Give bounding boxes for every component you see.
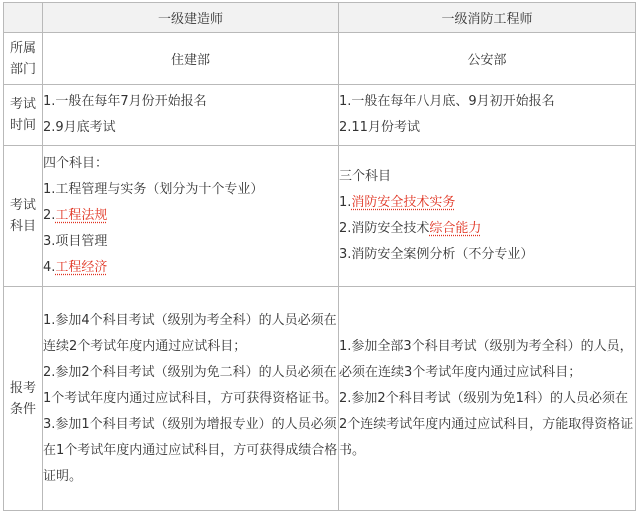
exam-time-col2 xyxy=(339,85,636,146)
header-col1: 一级建造师 xyxy=(43,3,339,33)
subjects-col1-title: 四个科目： xyxy=(43,156,109,171)
exam-time-col1 xyxy=(43,85,339,146)
conditions-label: 报考条件 xyxy=(4,287,43,511)
condition-paragraph: 2.参加2个科目考试（级别为免1科）的人员必须在2个连续考试年度内通过应试科目，方能取得资格证书。 xyxy=(339,390,634,458)
subject-link[interactable]: 消防安全技术实务 xyxy=(351,195,456,210)
subject-item xyxy=(43,255,338,281)
subject-item xyxy=(43,203,338,229)
header-col2: 一级消防工程师 xyxy=(339,3,636,33)
subjects-row xyxy=(4,146,636,287)
subject-item xyxy=(339,216,635,242)
exam-time-label: 考试时间 xyxy=(4,85,43,146)
subject-item xyxy=(339,190,635,216)
subject-item-text: 2. xyxy=(43,208,56,223)
subject-item xyxy=(43,177,338,203)
header-row xyxy=(4,3,636,33)
header-corner-cell xyxy=(4,3,43,33)
subject-item-text: 3.消防安全案例分析（不分专业） xyxy=(339,247,534,262)
subject-item xyxy=(43,229,338,255)
department-col2: 公安部 xyxy=(339,33,636,85)
subjects-col2 xyxy=(339,146,636,287)
subject-item-text: 1.工程管理与实务（划分为十个专业） xyxy=(43,182,264,197)
condition-paragraph: 1.参加全部3个科目考试（级别为考全科）的人员，必须在连续3个考试年度内通过应试科目； xyxy=(339,338,633,380)
department-row xyxy=(4,33,636,85)
subject-item-text: 3.项目管理 xyxy=(43,234,108,249)
comparison-table xyxy=(3,2,636,511)
condition-paragraph: 3.参加1个科目考试（级别为增报专业）的人员必须在1个考试年度内通过应试科目，方可获得成绩合格证明。 xyxy=(43,416,338,484)
subjects-label: 考试科目 xyxy=(4,146,43,287)
exam-time-col2-line: 2.11月份考试 xyxy=(339,120,420,135)
subject-link[interactable]: 工程经济 xyxy=(55,260,108,275)
subject-item-text: 1. xyxy=(339,195,352,210)
conditions-col2 xyxy=(339,287,636,511)
condition-paragraph: 2.参加2个科目考试（级别为免二科）的人员必须在1个考试年度内通过应试科目，方可获得资格证书。 xyxy=(43,364,338,406)
subjects-col1 xyxy=(43,146,339,287)
condition-paragraph: 1.参加4个科目考试（级别为考全科）的人员必须在连续2个考试年度内通过应试科目； xyxy=(43,312,337,354)
subject-link[interactable]: 综合能力 xyxy=(429,221,482,236)
subjects-col2-title: 三个科目 xyxy=(339,169,392,184)
subject-item-text: 4. xyxy=(43,260,56,275)
subject-item xyxy=(339,242,635,268)
conditions-row xyxy=(4,287,636,511)
exam-time-row xyxy=(4,85,636,146)
department-col1: 住建部 xyxy=(43,33,339,85)
subject-link[interactable]: 工程法规 xyxy=(55,208,108,223)
exam-time-col1-line: 1.一般在每年7月份开始报名 xyxy=(43,94,207,109)
subject-item-text: 2.消防安全技术 xyxy=(339,221,430,236)
department-label: 所属部门 xyxy=(4,33,43,85)
exam-time-col2-line: 1.一般在每年八月底、9月初开始报名 xyxy=(339,94,555,109)
exam-time-col1-line: 2.9月底考试 xyxy=(43,120,116,135)
conditions-col1 xyxy=(43,287,339,511)
